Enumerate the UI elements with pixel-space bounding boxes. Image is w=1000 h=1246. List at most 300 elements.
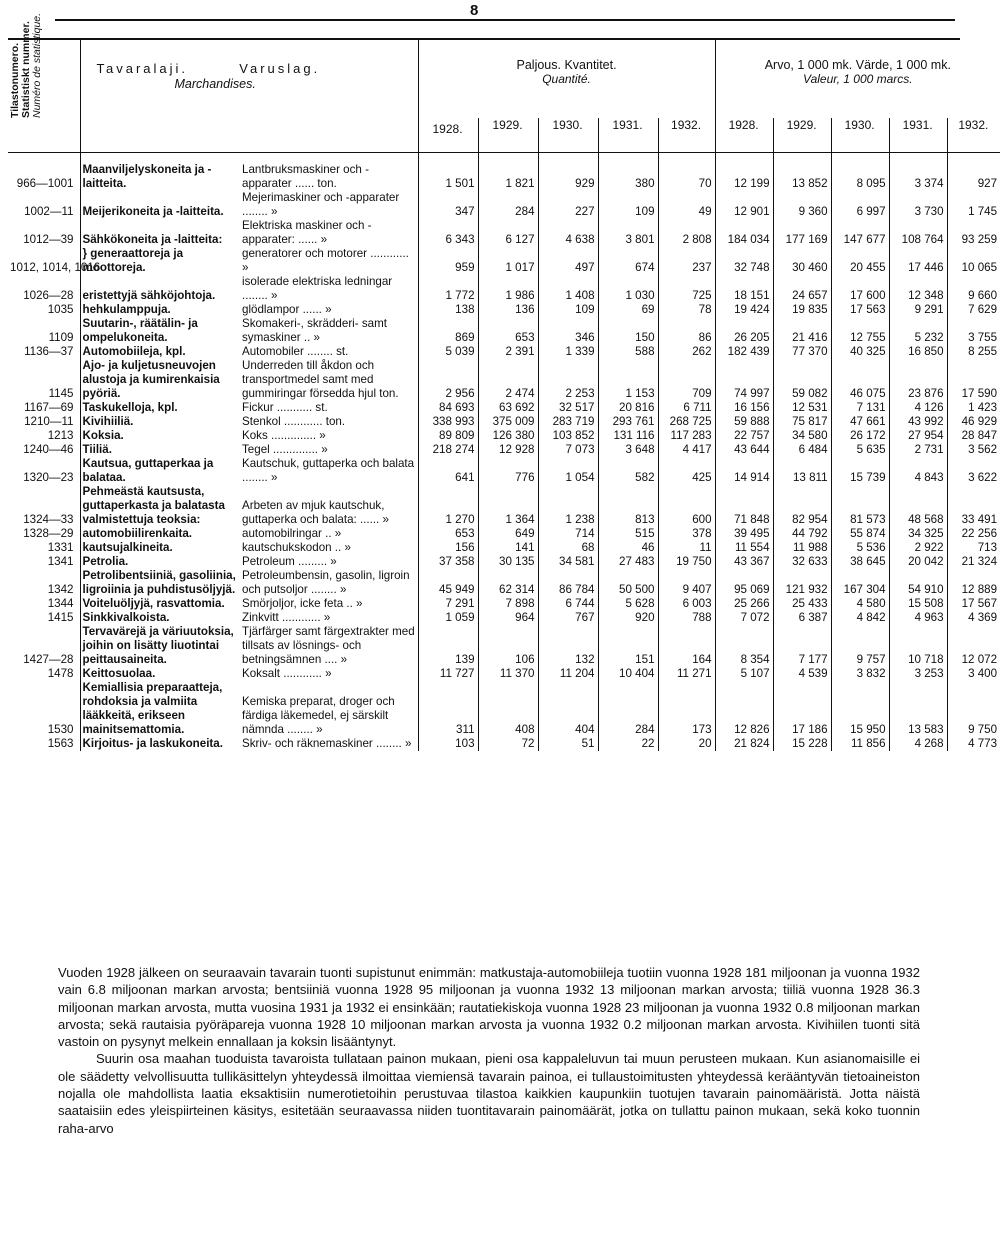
quantity-cell: 131 116: [598, 429, 658, 443]
commodity-sv: Smörjoljor, icke feta .. »: [242, 597, 363, 610]
commodity-fi: Petrolibentsiiniä, gasoliinia, ligroiinia ja puhdistusöljyjä.: [80, 569, 240, 597]
quantity-cell: 7 898: [478, 597, 538, 611]
value-cell: 5 635: [831, 443, 889, 457]
value-cell: 3 562: [947, 443, 1000, 457]
quantity-cell: 920: [598, 611, 658, 625]
quantity-cell: 86: [658, 317, 715, 345]
commodity-fi: Kivihiiliä.: [80, 415, 240, 429]
quantity-cell: 2 474: [478, 359, 538, 401]
value-cell: 4 963: [889, 611, 947, 625]
year-q-1932: 1932.: [658, 118, 715, 153]
quantity-cell: 49: [658, 191, 715, 219]
quantity-cell: 1 364: [478, 485, 538, 527]
quantity-cell: 237: [658, 247, 715, 275]
value-cell: 77 370: [773, 345, 831, 359]
commodity-sv: Zinkvitt ............ »: [242, 611, 331, 624]
quantity-cell: 51: [538, 737, 598, 751]
value-cell: 15 739: [831, 457, 889, 485]
quantity-cell: 380: [598, 153, 658, 192]
value-cell: 11 988: [773, 541, 831, 555]
value-cell: 4 369: [947, 611, 1000, 625]
value-cell: 59 082: [773, 359, 831, 401]
value-cell: 4 268: [889, 737, 947, 751]
quantity-cell: 45 949: [418, 569, 478, 597]
year-q-1928: 1928.: [418, 118, 478, 153]
commodity-fi: Suutarin-, räätälin- ja ompelukoneita.: [80, 317, 240, 345]
value-cell: 15 508: [889, 597, 947, 611]
value-cell: 12 901: [715, 191, 773, 219]
commodity-fi: Automobiileja, kpl.: [80, 345, 240, 359]
value-cell: 8 354: [715, 625, 773, 667]
value-cell: 38 645: [831, 555, 889, 569]
quantity-cell: 63 692: [478, 401, 538, 415]
quantity-cell: 68: [538, 541, 598, 555]
value-cell: 5 536: [831, 541, 889, 555]
quantity-cell: 408: [478, 681, 538, 737]
table-row: [8, 667, 1000, 681]
quantity-cell: 649: [478, 527, 538, 541]
value-cell: 14 914: [715, 457, 773, 485]
quantity-cell: 788: [658, 611, 715, 625]
value-cell: 21 324: [947, 555, 1000, 569]
stat-code: 1328—29: [23, 527, 74, 540]
commodity-fr-header: Marchandises.: [174, 77, 256, 91]
quantity-cell: 1 030: [598, 275, 658, 303]
value-cell: 55 874: [831, 527, 889, 541]
quantity-cell: 1 153: [598, 359, 658, 401]
value-cell: 167 304: [831, 569, 889, 597]
commodity-fi: Koksia.: [80, 429, 240, 443]
quantity-cell: 10 404: [598, 667, 658, 681]
quantity-cell: 4 417: [658, 443, 715, 457]
quantity-cell: 7 291: [418, 597, 478, 611]
quantity-cell: 2 391: [478, 345, 538, 359]
value-cell: 4 126: [889, 401, 947, 415]
commodity-fi: } generaattoreja ja moottoreja.: [80, 247, 240, 275]
value-label: Arvo, 1 000 mk. Värde, 1 000 mk.: [764, 58, 951, 72]
quantity-cell: 1 986: [478, 275, 538, 303]
year-q-1931: 1931.: [598, 118, 658, 153]
quantity-group-header: [418, 40, 715, 118]
table-row: [8, 219, 1000, 247]
value-cell: 22 256: [947, 527, 1000, 541]
value-cell: 59 888: [715, 415, 773, 429]
commodity-sv: automobilringar .. »: [242, 527, 342, 540]
commodity-fi: Meijerikoneita ja -laitteita.: [80, 191, 240, 219]
value-cell: 3 622: [947, 457, 1000, 485]
quantity-cell: 5 628: [598, 597, 658, 611]
value-cell: 3 253: [889, 667, 947, 681]
quantity-cell: 268 725: [658, 415, 715, 429]
quantity-cell: 164: [658, 625, 715, 667]
commodity-sv-header: Varuslag.: [239, 61, 321, 76]
commodity-fi: Pehmeästä kautsusta, guttaperkasta ja balatasta valmistettuja teoksia:: [80, 485, 240, 527]
table-row: [8, 485, 1000, 527]
table-row: [8, 527, 1000, 541]
value-cell: 46 929: [947, 415, 1000, 429]
stat-code: 1478: [47, 667, 74, 680]
value-cell: 7 072: [715, 611, 773, 625]
table-row: [8, 415, 1000, 429]
table-row: [8, 597, 1000, 611]
quantity-cell: 653: [418, 527, 478, 541]
value-cell: 40 325: [831, 345, 889, 359]
quantity-cell: 6 711: [658, 401, 715, 415]
quantity-cell: 20 816: [598, 401, 658, 415]
commodity-fi: hehkulamppuja.: [80, 303, 240, 317]
table-row: [8, 569, 1000, 597]
quantity-cell: 20: [658, 737, 715, 751]
quantity-cell: 46: [598, 541, 658, 555]
quantity-cell: 22: [598, 737, 658, 751]
year-v-1931: 1931.: [889, 118, 947, 153]
value-cell: 23 876: [889, 359, 947, 401]
value-cell: 75 817: [773, 415, 831, 429]
commodity-fi: Petrolia.: [80, 555, 240, 569]
value-cell: 15 950: [831, 681, 889, 737]
quantity-cell: 34 581: [538, 555, 598, 569]
quantity-cell: 109: [598, 191, 658, 219]
quantity-cell: 582: [598, 457, 658, 485]
quantity-cell: 283 719: [538, 415, 598, 429]
value-cell: 47 661: [831, 415, 889, 429]
quantity-cell: 136: [478, 303, 538, 317]
value-cell: 6 484: [773, 443, 831, 457]
quantity-cell: 1 821: [478, 153, 538, 192]
commodity-sv: Kautschuk, guttaperka och balata ........ »: [242, 457, 415, 484]
quantity-cell: 3 648: [598, 443, 658, 457]
quantity-cell: 404: [538, 681, 598, 737]
quantity-label: Paljous. Kvantitet.: [516, 58, 617, 72]
value-cell: 182 439: [715, 345, 773, 359]
quantity-cell: 9 407: [658, 569, 715, 597]
value-cell: 17 600: [831, 275, 889, 303]
commodity-fi-header: Tavaralaji.: [96, 61, 189, 76]
quantity-cell: 964: [478, 611, 538, 625]
value-cell: 12 531: [773, 401, 831, 415]
value-cell: 927: [947, 153, 1000, 192]
table-row: [8, 737, 1000, 751]
stat-code: 1344: [47, 597, 74, 610]
table-row: [8, 457, 1000, 485]
value-cell: 39 495: [715, 527, 773, 541]
value-cell: 30 460: [773, 247, 831, 275]
value-cell: 7 177: [773, 625, 831, 667]
quantity-cell: 11 727: [418, 667, 478, 681]
quantity-cell: 151: [598, 625, 658, 667]
import-table: [8, 12, 1000, 751]
value-cell: 17 563: [831, 303, 889, 317]
quantity-cell: 139: [418, 625, 478, 667]
value-cell: 9 660: [947, 275, 1000, 303]
quantity-cell: 284: [598, 681, 658, 737]
quantity-cell: 1 501: [418, 153, 478, 192]
stat-code: 1342: [47, 583, 74, 596]
table-row: [8, 443, 1000, 457]
quantity-cell: 284: [478, 191, 538, 219]
value-cell: 3 755: [947, 317, 1000, 345]
value-cell: 19 835: [773, 303, 831, 317]
quantity-cell: 1 772: [418, 275, 478, 303]
table-row: [8, 359, 1000, 401]
quantity-cell: 515: [598, 527, 658, 541]
paragraph-1: Vuoden 1928 jälkeen on seuraavain tavarain tuonti supistunut enimmän: matkustaja-automobiileja tuotiin vuonna 1928 181 miljoonan ja vuonna 1932 vain 6.8 miljoonan markan arvosta; bentsiiniä vuonna 1928 95 miljoonan ja vuonna 1932 13 miljoonan markan arvosta; tiiliä vuonna 1928 36.3 miljoonan markan arvosta, mutta vuosina 1931 ja 1932 ei ensinkään; rautatiekiskoja vuonna 1928 23 miljoonan ja vuonna 1932 0.8 miljoonan markan arvosta; sekä rautaisia pyöräpareja vuonna 1928 10 miljoonan markan arvosta ja vuonna 1932 0.2 miljoonan markan arvosta. Kivihiilen tuonti sitä vastoin on pysynyt melkein ennallaan ja koksin lisääntynyt.: [58, 965, 920, 1050]
quantity-cell: 2 253: [538, 359, 598, 401]
table-row: [8, 303, 1000, 317]
quantity-cell: 3 801: [598, 219, 658, 247]
value-cell: 43 644: [715, 443, 773, 457]
value-cell: 32 633: [773, 555, 831, 569]
quantity-cell: 11: [658, 541, 715, 555]
quantity-cell: 32 517: [538, 401, 598, 415]
quantity-cell: 11 271: [658, 667, 715, 681]
value-cell: 2 922: [889, 541, 947, 555]
value-cell: 7 131: [831, 401, 889, 415]
table-row: [8, 275, 1000, 303]
value-cell: 184 034: [715, 219, 773, 247]
quantity-cell: 72: [478, 737, 538, 751]
value-cell: 74 997: [715, 359, 773, 401]
quantity-cell: 218 274: [418, 443, 478, 457]
quantity-cell: 347: [418, 191, 478, 219]
value-cell: 713: [947, 541, 1000, 555]
year-v-1929: 1929.: [773, 118, 831, 153]
value-cell: 43 367: [715, 555, 773, 569]
commodity-fi: Sinkkivalkoista.: [80, 611, 240, 625]
value-cell: 5 107: [715, 667, 773, 681]
value-cell: 13 811: [773, 457, 831, 485]
quantity-cell: 6 343: [418, 219, 478, 247]
commodity-sv: generatorer och motorer ............ »: [242, 247, 409, 274]
stat-code: 1427—28: [23, 653, 74, 666]
value-cell: 13 852: [773, 153, 831, 192]
quantity-cell: 37 358: [418, 555, 478, 569]
quantity-cell: 311: [418, 681, 478, 737]
commodity-sv: Koksalt ............ »: [242, 667, 332, 680]
quantity-cell: 1 238: [538, 485, 598, 527]
quantity-cell: 714: [538, 527, 598, 541]
value-cell: 3 400: [947, 667, 1000, 681]
table-row: [8, 681, 1000, 737]
value-cell: 1 423: [947, 401, 1000, 415]
value-group-header: [715, 40, 1000, 118]
value-cell: 8 255: [947, 345, 1000, 359]
stat-code: 1109: [48, 331, 74, 344]
value-cell: 25 433: [773, 597, 831, 611]
quantity-cell: 150: [598, 317, 658, 345]
value-cell: 9 750: [947, 681, 1000, 737]
commodity-fi: kautsujalkineita.: [80, 541, 240, 555]
value-cell: 26 172: [831, 429, 889, 443]
table-row: [8, 153, 1000, 192]
quantity-cell: 813: [598, 485, 658, 527]
stat-code: 1026—28: [23, 289, 74, 302]
value-cell: 19 424: [715, 303, 773, 317]
stat-code: 1563: [47, 737, 74, 750]
value-cell: 3 832: [831, 667, 889, 681]
value-cell: 24 657: [773, 275, 831, 303]
quantity-cell: 103: [418, 737, 478, 751]
quantity-cell: 12 928: [478, 443, 538, 457]
commodity-sv: Arbeten av mjuk kautschuk, guttaperka och balata: ...... »: [242, 499, 389, 526]
value-cell: 147 677: [831, 219, 889, 247]
quantity-cell: 375 009: [478, 415, 538, 429]
value-cell: 32 748: [715, 247, 773, 275]
quantity-cell: 674: [598, 247, 658, 275]
stat-number-header: [9, 12, 43, 118]
table-row: [8, 345, 1000, 359]
value-cell: 17 590: [947, 359, 1000, 401]
commodity-fi: Maanviljelyskoneita ja -laitteita.: [80, 153, 240, 192]
value-cell: 71 848: [715, 485, 773, 527]
value-cell: 1 745: [947, 191, 1000, 219]
value-cell: 15 228: [773, 737, 831, 751]
commodity-sv: Automobiler ........ st.: [242, 345, 349, 358]
quantity-cell: 11 204: [538, 667, 598, 681]
quantity-cell: 6 003: [658, 597, 715, 611]
quantity-cell: 293 761: [598, 415, 658, 429]
table-row: [8, 541, 1000, 555]
value-cell: 7 629: [947, 303, 1000, 317]
value-cell: 22 757: [715, 429, 773, 443]
table-row: [8, 191, 1000, 219]
quantity-cell: 138: [418, 303, 478, 317]
body-text: [58, 964, 920, 1137]
stat-code: 1320—23: [23, 471, 74, 484]
table-row: [8, 625, 1000, 667]
quantity-cell: 959: [418, 247, 478, 275]
quantity-cell: 132: [538, 625, 598, 667]
commodity-sv: Kemiska preparat, droger och färdiga läkemedel, ej särskilt nämnda ........ »: [242, 695, 395, 736]
value-cell: 9 360: [773, 191, 831, 219]
stat-code: 1002—11: [24, 205, 74, 218]
quantity-cell: 1 408: [538, 275, 598, 303]
quantity-cell: 6 744: [538, 597, 598, 611]
quantity-cell: 227: [538, 191, 598, 219]
commodity-sv: Petroleum ......... »: [242, 555, 337, 568]
stat-code: 1210—11: [24, 415, 74, 428]
quantity-cell: 7 073: [538, 443, 598, 457]
commodity-fi: Keittosuolaa.: [80, 667, 240, 681]
value-cell: 95 069: [715, 569, 773, 597]
year-q-1930: 1930.: [538, 118, 598, 153]
commodity-sv: Fickur ........... st.: [242, 401, 328, 414]
stat-code: 1145: [48, 387, 74, 400]
stat-code: 1012—39: [23, 233, 74, 246]
table-row: [8, 555, 1000, 569]
quantity-cell: 1 270: [418, 485, 478, 527]
value-cell: 28 847: [947, 429, 1000, 443]
value-cell: 9 291: [889, 303, 947, 317]
value-cell: 25 266: [715, 597, 773, 611]
commodity-sv: Skriv- och räknemaskiner ........ »: [242, 737, 412, 750]
quantity-cell: 89 809: [418, 429, 478, 443]
value-cell: 27 954: [889, 429, 947, 443]
stat-code: 1415: [47, 611, 74, 624]
quantity-cell: 1 339: [538, 345, 598, 359]
quantity-cell: 11 370: [478, 667, 538, 681]
value-cell: 4 773: [947, 737, 1000, 751]
table-row: [8, 429, 1000, 443]
quantity-cell: 141: [478, 541, 538, 555]
value-cell: 48 568: [889, 485, 947, 527]
value-cell: 12 348: [889, 275, 947, 303]
value-cell: 12 826: [715, 681, 773, 737]
commodity-fi: Tiiliä.: [80, 443, 240, 457]
value-cell: 9 757: [831, 625, 889, 667]
value-cell: 2 731: [889, 443, 947, 457]
quantity-cell: 30 135: [478, 555, 538, 569]
quantity-cell: 1 017: [478, 247, 538, 275]
stat-code: 1035: [47, 303, 74, 316]
quantity-cell: 725: [658, 275, 715, 303]
commodity-sv: Skomakeri-, skrädderi- samt symaskiner .. »: [242, 317, 387, 344]
commodity-sv: isolerade elektriska ledningar ........ »: [242, 275, 393, 302]
table-header-row: [8, 40, 1000, 118]
top-rule: [55, 19, 955, 21]
year-q-1929: 1929.: [478, 118, 538, 153]
value-cell: 17 186: [773, 681, 831, 737]
value-cell: 10 065: [947, 247, 1000, 275]
commodity-sv: Underreden till åkdon och transportmedel samt med gummiringar försedda hjul ton.: [242, 359, 399, 400]
stat-code: 1530: [47, 723, 74, 736]
quantity-cell: 709: [658, 359, 715, 401]
value-cell: 54 910: [889, 569, 947, 597]
commodity-sv: Lantbruksmaskiner och -apparater ...... ton.: [242, 163, 369, 190]
quantity-cell: 588: [598, 345, 658, 359]
value-cell: 18 151: [715, 275, 773, 303]
value-cell: 17 567: [947, 597, 1000, 611]
quantity-cell: 2 808: [658, 219, 715, 247]
value-cell: 12 199: [715, 153, 773, 192]
value-cell: 5 232: [889, 317, 947, 345]
value-cell: 6 997: [831, 191, 889, 219]
stat-number-sv: Statistiskt nummer.: [20, 21, 32, 118]
commodity-fi: Sähkökoneita ja -laitteita:: [80, 219, 240, 247]
quantity-cell: 109: [538, 303, 598, 317]
quantity-cell: 173: [658, 681, 715, 737]
commodity-fi: Ajo- ja kuljetusneuvojen alustoja ja kumirenkaisia pyöriä.: [80, 359, 240, 401]
commodity-fi: Kirjoitus- ja laskukoneita.: [80, 737, 240, 751]
value-cell: 4 580: [831, 597, 889, 611]
commodity-sv: Tjärfärger samt färgextrakter med tillsats av lösnings- och betningsämnen .... »: [242, 625, 415, 666]
commodity-fi: Kautsua, guttaperkaa ja balataa.: [80, 457, 240, 485]
commodity-fi: eristettyjä sähköjohtoja.: [80, 275, 240, 303]
commodity-sv: Tegel .............. »: [242, 443, 328, 456]
quantity-cell: 86 784: [538, 569, 598, 597]
quantity-cell: 78: [658, 303, 715, 317]
stat-code: 1167—69: [24, 401, 74, 414]
quantity-cell: 5 039: [418, 345, 478, 359]
quantity-cell: 776: [478, 457, 538, 485]
value-cell: 33 491: [947, 485, 1000, 527]
quantity-cell: 929: [538, 153, 598, 192]
value-cell: 46 075: [831, 359, 889, 401]
table-row: [8, 611, 1000, 625]
commodity-sv: Petroleumbensin, gasolin, ligroin och putsoljor ........ »: [242, 569, 410, 596]
table-row: [8, 401, 1000, 415]
stat-code: 1136—37: [24, 345, 74, 358]
quantity-cell: 27 483: [598, 555, 658, 569]
commodity-fi: Taskukelloja, kpl.: [80, 401, 240, 415]
table-row: [8, 317, 1000, 345]
quantity-cell: 338 993: [418, 415, 478, 429]
value-cell: 17 446: [889, 247, 947, 275]
value-cell: 21 416: [773, 317, 831, 345]
stat-code: 1012, 1014, 1016: [10, 261, 101, 274]
value-cell: 11 554: [715, 541, 773, 555]
value-cell: 16 850: [889, 345, 947, 359]
